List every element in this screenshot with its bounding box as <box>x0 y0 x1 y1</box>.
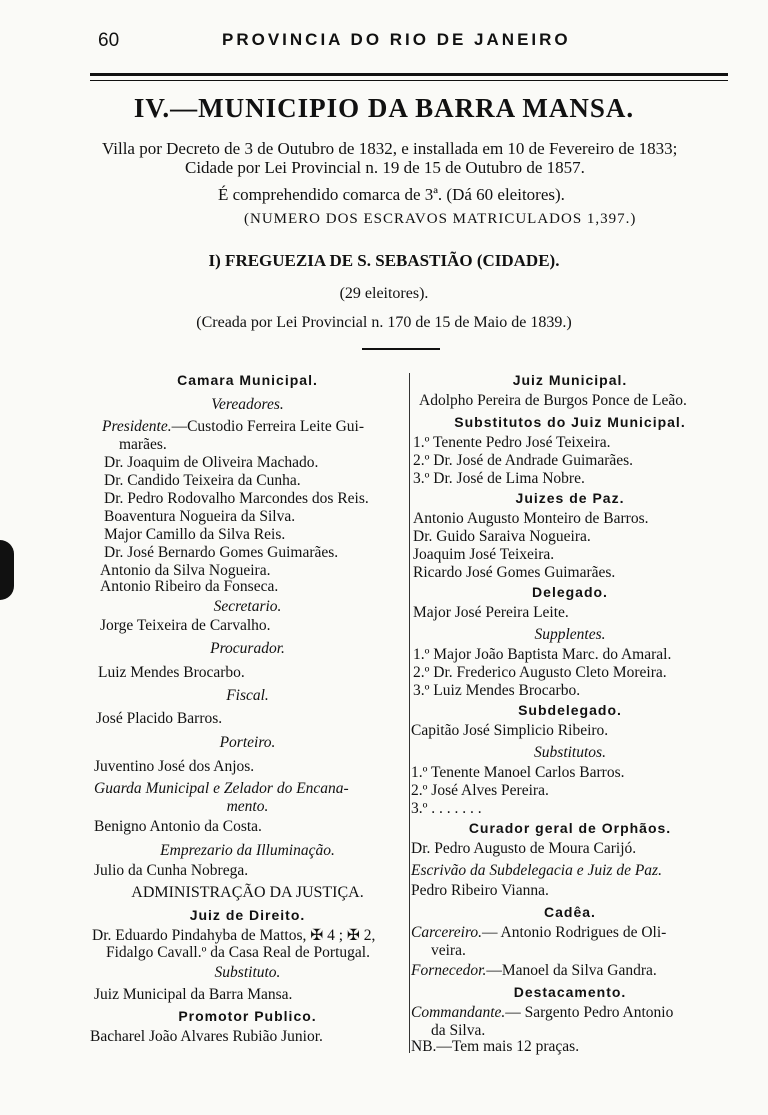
running-title: PROVINCIA DO RIO DE JANEIRO <box>222 30 571 49</box>
escrivao-heading: Escrivão da Subdelegacia e Juiz de Paz. <box>411 862 662 879</box>
juizes-paz-heading: Juizes de Paz. <box>515 490 625 506</box>
vereador-item: Boaventura Nogueira da Silva. <box>104 508 296 525</box>
juiz-direito-heading: Juiz de Direito. <box>189 907 306 923</box>
nb-note: NB.—Tem mais 12 praças. <box>411 1038 580 1055</box>
intro-line-2: Cidade por Lei Provincial n. 19 de 15 de Outubro de 1857. <box>185 158 585 177</box>
juiz-municipal-heading: Juiz Municipal. <box>512 372 628 388</box>
supplente-item: 2.º Dr. Frederico Augusto Cleto Moreira. <box>413 664 667 681</box>
presidente-label: Presidente. <box>102 418 172 435</box>
promotor-name: Bacharel João Alvares Rubião Junior. <box>90 1028 323 1045</box>
guarda-name: Benigno Antonio da Costa. <box>94 818 262 835</box>
sub-item: 2.º José Alves Pereira. <box>411 782 549 799</box>
juiz-paz-item: Ricardo José Gomes Guimarães. <box>413 564 616 581</box>
cadea-heading: Cadêa. <box>544 904 596 920</box>
carcereiro-line <box>411 924 666 942</box>
substituto-item: 3.º Dr. José de Lima Nobre. <box>413 470 585 487</box>
substituto-heading: Substituto. <box>214 964 281 981</box>
vereador-item: Dr. Candido Teixeira da Cunha. <box>104 472 301 489</box>
substituto-name: Juiz Municipal da Barra Mansa. <box>94 986 293 1003</box>
vereador-item: Dr. Joaquim de Oliveira Machado. <box>104 454 319 471</box>
intro-line-1: Villa por Decreto de 3 de Outubro de 1832, e installada em 10 de Fevereiro de 1833; <box>102 139 678 158</box>
intro-line-3: É comprehendido comarca de 3ª. (Dá 60 eleitores). <box>218 185 565 204</box>
procurador-heading: Procurador. <box>210 640 285 657</box>
substituto-item: 1.º Tenente Pedro José Teixeira. <box>413 434 611 451</box>
juiz-paz-item: Dr. Guido Saraiva Nogueira. <box>413 528 591 545</box>
header-rule-thin <box>90 80 728 81</box>
secretario-heading: Secretario. <box>213 598 282 615</box>
vereadores-heading: Vereadores. <box>211 396 284 413</box>
supplente-item: 1.º Major João Baptista Marc. do Amaral. <box>413 646 672 663</box>
fornecedor-line <box>411 962 657 980</box>
emprezario-name: Julio da Cunha Nobrega. <box>94 862 249 879</box>
presidente-line <box>102 418 364 436</box>
promotor-heading: Promotor Publico. <box>178 1008 317 1024</box>
fornecedor-name: —Manoel da Silva Gandra. <box>486 962 657 979</box>
emprezario-heading: Emprezario da Illuminação. <box>160 842 335 859</box>
presidente-name: —Custodio Ferreira Leite Gui- <box>171 418 365 435</box>
carcereiro-label: Carcereiro. <box>411 924 483 941</box>
carcereiro-name: — Antonio Rodrigues de Oli- <box>482 924 667 941</box>
curador-name: Dr. Pedro Augusto de Moura Carijó. <box>411 840 637 857</box>
delegado-name: Major José Pereira Leite. <box>413 604 569 621</box>
vereador-item: Dr. Pedro Rodovalho Marcondes dos Reis. <box>104 490 369 507</box>
porteiro-name: Juventino José dos Anjos. <box>94 758 255 775</box>
justice-heading: ADMINISTRAÇÃO DA JUSTIÇA. <box>131 884 364 901</box>
juiz-paz-item: Antonio Augusto Monteiro de Barros. <box>413 510 649 527</box>
vereador-item: Dr. José Bernardo Gomes Guimarães. <box>104 544 339 561</box>
section-electors: (29 eleitores). <box>339 285 429 302</box>
carcereiro-cont: veira. <box>431 942 466 959</box>
commandante-label: Commandante. <box>411 1004 506 1021</box>
destacamento-heading: Destacamento. <box>513 984 627 1000</box>
procurador-name: Luiz Mendes Brocarbo. <box>98 664 245 681</box>
section-divider <box>362 348 440 350</box>
secretario-name: Jorge Teixeira de Carvalho. <box>100 617 271 634</box>
header-rule <box>90 73 728 76</box>
guarda-heading: Guarda Municipal e Zelador do Encana- <box>94 780 349 797</box>
fiscal-heading: Fiscal. <box>226 687 269 704</box>
supplente-item: 3.º Luiz Mendes Brocarbo. <box>413 682 581 699</box>
juiz-direito-line-1: Dr. Eduardo Pindahyba de Mattos, ✠ 4 ; ✠ 2, <box>92 927 376 944</box>
escrivao-name: Pedro Ribeiro Vianna. <box>411 882 549 899</box>
margin-mark <box>0 540 14 600</box>
sub-item: 3.º . . . . . . . <box>411 800 482 817</box>
fornecedor-label: Fornecedor. <box>411 962 487 979</box>
substituto-item: 2.º Dr. José de Andrade Guimarães. <box>413 452 634 469</box>
vereador-item: Major Camillo da Silva Reis. <box>104 526 286 543</box>
subdelegado-heading: Subdelegado. <box>518 702 622 718</box>
supplentes-heading: Supplentes. <box>534 626 606 643</box>
vereador-item: Antonio Ribeiro da Fonseca. <box>100 578 279 595</box>
delegado-heading: Delegado. <box>532 584 608 600</box>
guarda-heading-cont: mento. <box>226 798 269 815</box>
subdelegado-name: Capitão José Simplicio Ribeiro. <box>411 722 609 739</box>
presidente-cont: marães. <box>119 436 167 453</box>
vereador-item: Antonio da Silva Nogueira. <box>100 562 271 579</box>
substitutos-heading: Substitutos. <box>534 744 606 761</box>
camara-heading: Camara Municipal. <box>177 372 318 388</box>
fiscal-name: José Placido Barros. <box>96 710 223 727</box>
section-title: I) FREGUEZIA DE S. SEBASTIÃO (CIDADE). <box>208 251 560 270</box>
juiz-municipal-name: Adolpho Pereira de Burgos Ponce de Leão. <box>419 392 687 409</box>
page-number: 60 <box>98 30 120 51</box>
sub-item: 1.º Tenente Manoel Carlos Barros. <box>411 764 625 781</box>
juiz-paz-item: Joaquim José Teixeira. <box>413 546 555 563</box>
curador-heading: Curador geral de Orphãos. <box>468 820 672 836</box>
section-created: (Creada por Lei Provincial n. 170 de 15 de Maio de 1839.) <box>196 314 572 331</box>
juiz-direito-line-2: Fidalgo Cavall.º da Casa Real de Portugal. <box>106 944 370 961</box>
porteiro-heading: Porteiro. <box>219 734 276 751</box>
commandante-name: — Sargento Pedro Antonio <box>505 1004 674 1021</box>
substitutos-juiz-heading: Substitutos do Juiz Municipal. <box>454 414 686 430</box>
commandante-line <box>411 1004 673 1022</box>
intro-line-4: (NUMERO DOS ESCRAVOS MATRICULADOS 1,397.) <box>244 211 637 227</box>
column-divider <box>409 373 410 1053</box>
commandante-cont: da Silva. <box>431 1022 486 1039</box>
page-title: IV.—MUNICIPIO DA BARRA MANSA. <box>133 93 635 123</box>
